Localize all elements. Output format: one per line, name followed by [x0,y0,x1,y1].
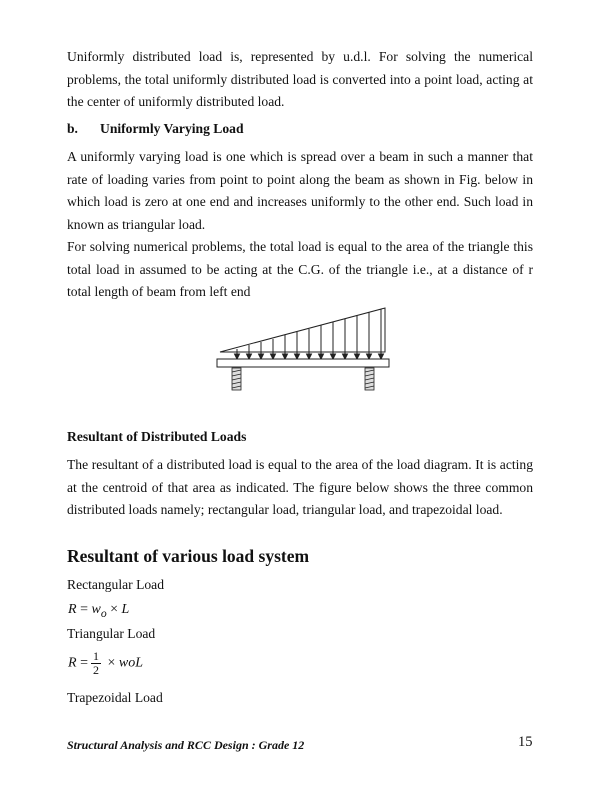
uvl-heading [67,121,244,137]
formula-equals: = [80,655,88,671]
beam [217,359,389,367]
footer-book-title: Structural Analysis and RCC Design : Grade 12 [67,738,305,752]
triangular-load-beam-figure [205,300,405,400]
formula-subscript: o [100,606,107,620]
load-triangle [220,308,385,352]
resultant-description-paragraph: The resultant of a distributed load is equal to the area of the load diagram. It is acting at the centroid of that area as indicated. The figure below shows the three common distributed loads namely; rectangular load, triangular load, and trapezoidal load. [67,457,533,517]
formula-times: × [107,655,116,671]
rectangular-load-label: Rectangular Load [67,577,165,592]
triangular-load-formula [68,650,143,677]
uvl-description-paragraph: A uniformly varying load is one which is spread over a beam in such a manner that rate of loading varies from point to point along the beam as shown in Fig. below in which load is zero at one end and increases uniformly to the other end. Such load in known as triangular load. [67,149,533,232]
resultant-various-heading: Resultant of various load system [67,546,310,566]
triangular-load-label: Triangular Load [67,626,156,641]
fraction-denominator: 2 [92,663,99,677]
formula-times: × [110,602,119,617]
formula-rest: woL [118,655,143,671]
uvl-total-load-paragraph: For solving numerical problems, the total load is equal to the area of the triangle this total load in assumed to be acting at the C.G. of the triangle i.e., at a distance of r total length of beam from left end [67,239,533,299]
left-support [232,368,241,390]
formula-equals: = [80,602,88,617]
uvl-heading-number: b. [67,121,78,136]
formula-lhs: R [68,602,77,617]
trapezoidal-load-label: Trapezoidal Load [67,690,163,705]
right-support [365,368,374,390]
formula-w: w [91,602,101,617]
page-number: 15 [518,734,533,750]
formula-length: L [121,602,130,617]
udl-intro-paragraph: Uniformly distributed load is, represented by u.d.l. For solving the numerical problems, the total uniformly distributed load is converted into a point load, acting at the center of uniformly distributed load. [67,49,533,109]
formula-lhs: R [68,655,77,671]
uvl-heading-title: Uniformly Varying Load [100,121,244,136]
formula-fraction [91,650,101,677]
fraction-numerator: 1 [92,649,99,663]
rectangular-load-formula [68,602,129,620]
resultant-distributed-heading: Resultant of Distributed Loads [67,429,247,444]
